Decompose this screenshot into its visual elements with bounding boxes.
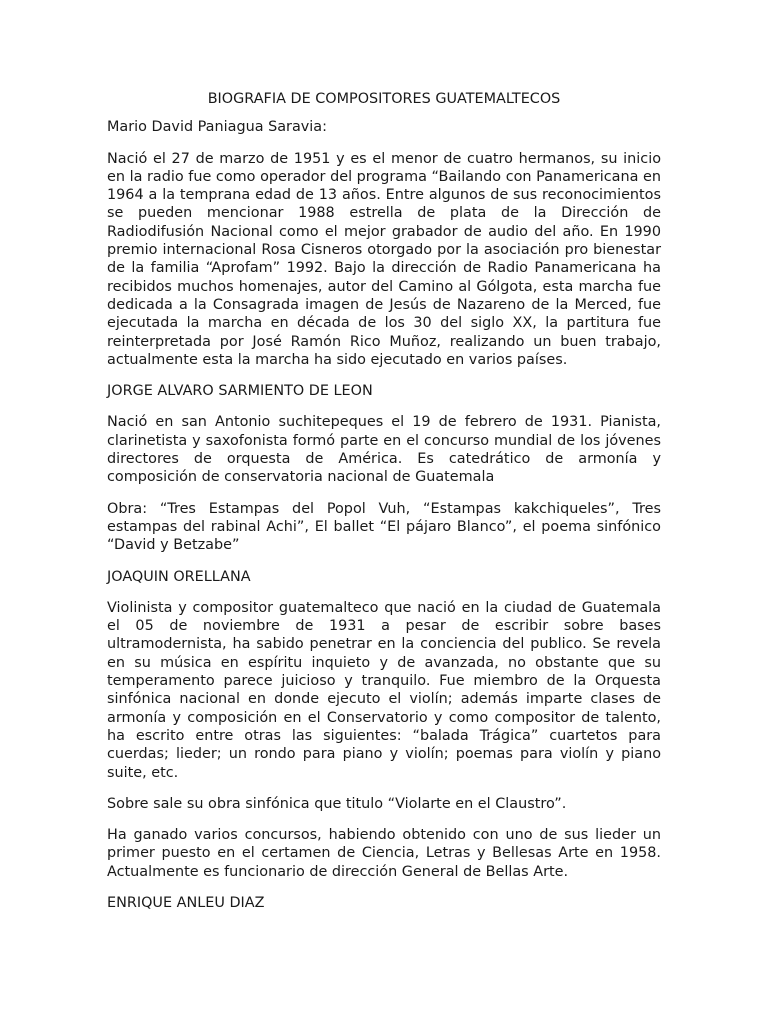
paragraph-sarmiento-bio: Nació en san Antonio suchitepeques el 19 de febrero de 1931. Pianista, clarinetista y saxofonista formó parte en el concurso mundial de los jóvenes directores de orquesta de América. Es catedrático de armonía y composición de conservatoria nacional de Guatemala — [107, 414, 661, 486]
paragraph-orellana-premios: Ha ganado varios concursos, habiendo obtenido con uno de sus lieder un primer puesto en el certamen de Ciencia, Letras y Bellesas Arte en 1958. Actualmente es funcionario de dirección General de Bellas Arte. — [107, 827, 661, 880]
section-heading-sarmiento: JORGE ALVARO SARMIENTO DE LEON — [107, 383, 373, 400]
section-heading-orellana: JOAQUIN ORELLANA — [107, 568, 251, 585]
paragraph-paniagua-bio: Nació el 27 de marzo de 1951 y es el menor de cuatro hermanos, su inicio en la radio fue como operador del programa “Bailando con Panamericana en 1964 a la temprana edad de 13 años. Entre algunos de sus reconocimientos se pueden mencionar 1988 estrella de plata de la Dirección de Radiodifusión Nacional como el mejor grabador de audio del año. En 1990 premio internacional Rosa Cisneros otorgado por la asociación pro bienestar de la familia “Aprofam” 1992. Bajo la dirección de Radio Panamericana ha recibidos muchos homenajes, autor del Camino al Gólgota, esta marcha fue dedicada a la Consagrada imagen de Jesús de Nazareno de la Merced, fue ejecutada la marcha en década de los 30 del siglo XX, la partitura fue reinterpretada por José Ramón Rico Muñoz, realizando un buen trabajo, actualmente esta la marcha ha sido ejecutado en varios países. — [107, 150, 661, 368]
section-heading-anleu: ENRIQUE ANLEU DIAZ — [107, 894, 265, 911]
paragraph-sarmiento-obra: Obra: “Tres Estampas del Popol Vuh, “Estampas kakchiqueles”, Tres estampas del rabinal Achi”, El ballet “El pájaro Blanco”, el poema sinfónico “David y Betzabe” — [107, 500, 661, 554]
paragraph-orellana-obra: Sobre sale su obra sinfónica que titulo “Violarte en el Claustro”. — [107, 795, 567, 812]
paragraph-orellana-bio: Violinista y compositor guatemalteco que nació en la ciudad de Guatemala el 05 de noviembre de 1931 a pesar de escribir sobre bases ultramodernista, ha sabido penetrar en la conciencia del publico. Se revela en su música en espíritu inquieto y de avanzada, no obstante que su temperamento parece juicioso y tranquilo. Fue miembro de la Orquesta sinfónica nacional en donde ejecuto el violín; además imparte clases de armonía y composición en el Conservatorio y como compositor de talento, ha escrito entre otras las siguientes: “balada Trágica” cuartetos para cuerdas; lieder; un rondo para piano y violín; poemas para violín y piano suite, etc. — [107, 599, 661, 781]
document-title: BIOGRAFIA DE COMPOSITORES GUATEMALTECOS — [207, 91, 561, 107]
section-heading-paniagua: Mario David Paniagua Saravia: — [107, 119, 327, 136]
document-page — [107, 90, 661, 925]
